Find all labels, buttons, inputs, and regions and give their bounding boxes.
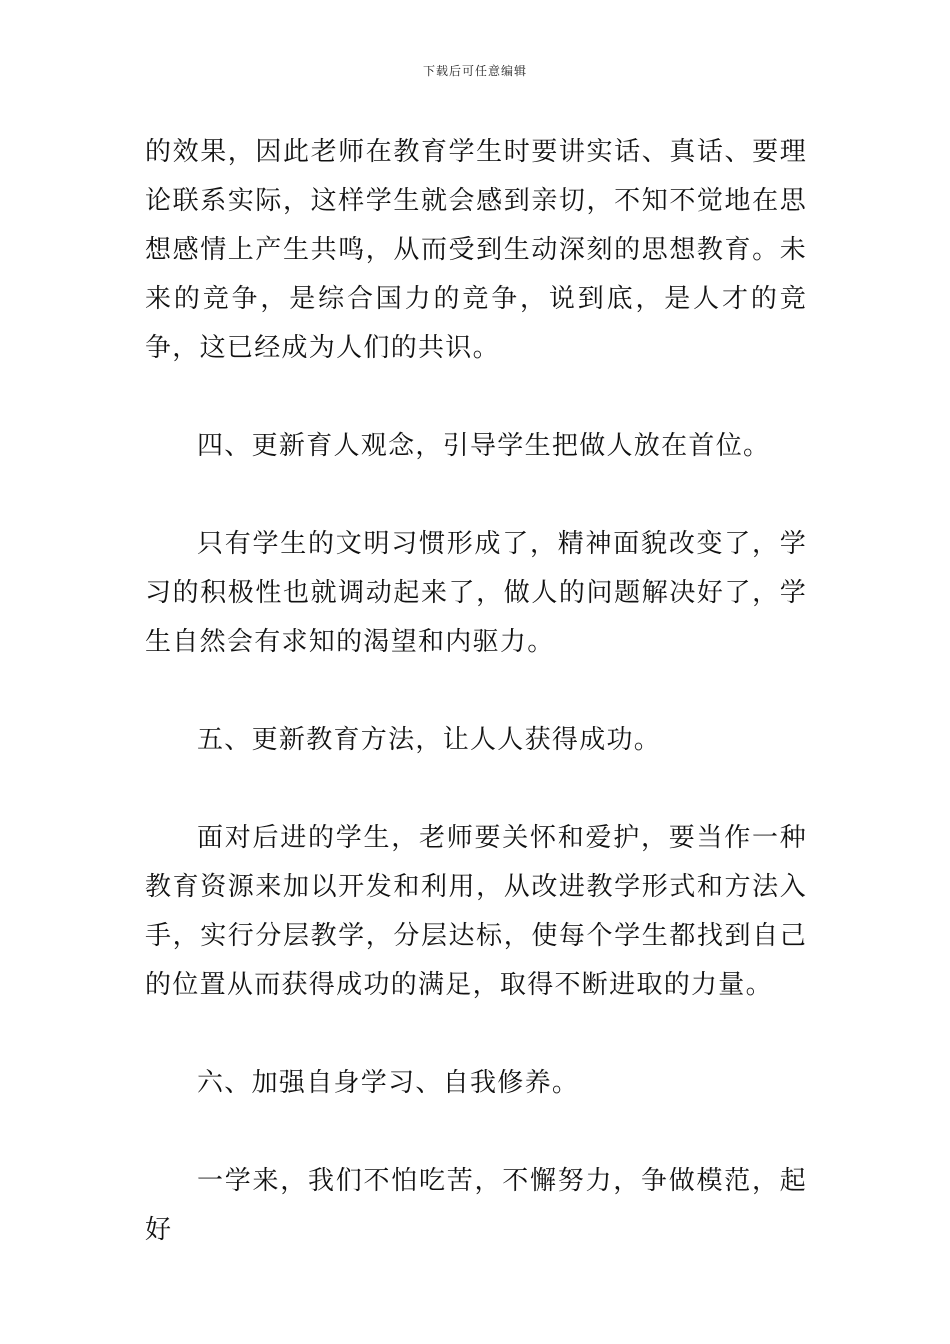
section-heading-six: 六、加强自身学习、自我修养。 [197, 1068, 580, 1098]
paragraph: 面对后进的学生，老师要关怀和爱护，要当作一种教育资源来加以开发和利用，从改进教学形式和方法入手，实行分层教学，分层达标，使每个学生都找到自己的位置从而获得成功的满足，取得不断进取的力量。 [145, 823, 807, 1000]
section-heading-four: 四、更新育人观念，引导学生把做人放在首位。 [197, 431, 771, 461]
page-header: 下载后可任意编辑 [422, 64, 527, 78]
paragraph: 只有学生的文明习惯形成了，精神面貌改变了，学习的积极性也就调动起来了，做人的问题解决好了，学生自然会有求知的渴望和内驱力。 [145, 529, 807, 657]
paragraph-continuation: 的效果，因此老师在教育学生时要讲实话、真话、要理论联系实际，这样学生就会感到亲切，不知不觉地在思想感情上产生共鸣，从而受到生动深刻的思想教育。未来的竞争，是综合国力的竞争，说到底，是人才的竞争，这已经成为人们的共识。 [145, 137, 807, 363]
paragraph: 一学来，我们不怕吃苦，不懈努力，争做模范，起好 [145, 1166, 807, 1245]
section-heading-five: 五、更新教育方法，让人人获得成功。 [197, 725, 662, 755]
document-body [145, 128, 807, 1255]
